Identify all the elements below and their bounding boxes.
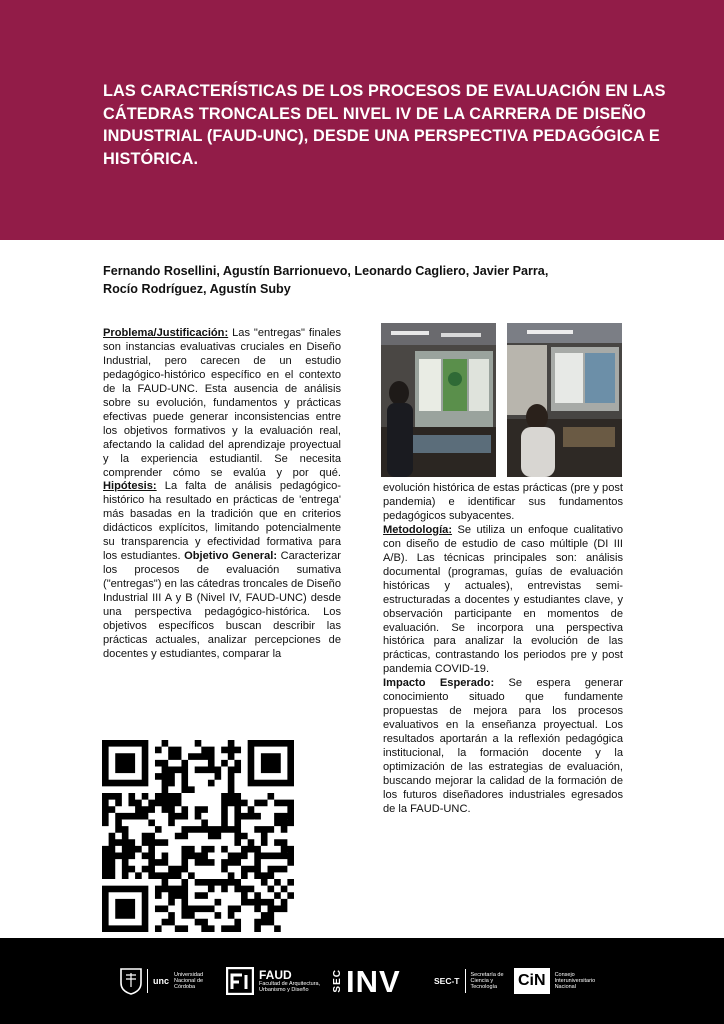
footer-logos xyxy=(0,938,724,1024)
right-column xyxy=(383,482,623,817)
right-text xyxy=(383,482,623,817)
faud-emblem-icon xyxy=(226,967,254,995)
impact-label: Impacto Esperado: xyxy=(383,677,495,690)
secyt-text: Secretaría de Ciencia y Tecnología xyxy=(470,971,504,991)
objective-label: Objetivo General: xyxy=(184,550,278,563)
method-text: Se utiliza un enfoque cualitativo con diseño de estudio de caso múltiple (DI III A/B). Las técnicas principales son: análisis documental (programas, guías de evaluación históricas y actuales), entrevistas semi-estructuradas a docentes y estudiantes clave, y observación participante en momentos de evaluación. Se incorpora una perspectiva histórica para analizar la evolución de las prácticas, contrastando los periodos pre y post pandemia COVID-19. xyxy=(383,523,623,676)
hypothesis-label: Hipótesis: xyxy=(103,480,157,493)
left-column xyxy=(103,327,341,662)
faud-logo xyxy=(226,964,331,998)
continuation-text: evolución histórica de estas prácticas (pre y post pandemia) e identificar sus fundamentos pedagógicos subyacentes. xyxy=(383,482,623,522)
hypothesis-text: La falta de análisis pedagógico-histórico ha resultado en prácticas de 'entrega' más basadas en la tradición que en criterios didácticos explícitos, limitando potencialmente su transparencia y efectividad formativa para los estudiantes. xyxy=(103,480,341,563)
photo-exhibition-1-image xyxy=(381,323,496,477)
secinv-logo xyxy=(332,964,401,998)
faud-mark: FAUD xyxy=(259,967,292,982)
problem-text: Las "entregas" finales son instancias evaluativas cruciales en Diseño Industrial, pero carecen de un estudio pedagógico-histórico específico en el contexto de la FAUD-UNC. Esta ausencia de análisis sobre su evolución, fundamentos y prácticas efectivas puede generar inconsistencias entre los objetivos formativos y la evaluación real, afectando la calidad del aprendizaje proyectual y la experiencia estudiantil. Se necesita comprender cómo se evalúa y por qué. xyxy=(103,327,341,479)
unc-text: Universidad Nacional de Córdoba xyxy=(174,971,204,991)
secinv-sec: SEC xyxy=(332,969,343,993)
header-banner xyxy=(0,0,724,240)
unc-divider xyxy=(147,969,148,993)
unc-logo xyxy=(120,964,210,998)
qr-code[interactable] xyxy=(102,740,294,932)
faud-text: Facultad de Arquitectura, Urbanismo y Diseño xyxy=(259,980,321,993)
method-label: Metodología: xyxy=(383,523,453,536)
photo-exhibition-2 xyxy=(507,323,622,477)
photo-exhibition-2-image xyxy=(507,323,622,477)
problem-label: Problema/Justificación: xyxy=(103,327,229,339)
unc-shield-icon xyxy=(120,967,142,995)
secyt-divider xyxy=(465,969,466,993)
poster-title: LAS CARACTERÍSTICAS DE LOS PROCESOS DE EVALUACIÓN EN LAS CÁTEDRAS TRONCALES DEL NIVEL IV DE LA CARRERA DE DISEÑO INDUSTRIAL (FAUD-UNC), DESDE UNA PERSPECTIVA PEDAGÓGICA E HISTÓRICA. xyxy=(103,82,666,168)
secyt-mark: SEC-T xyxy=(434,976,460,986)
impact-text: Se espera generar conocimiento situado que fundamente propuestas de mejora para los procesos evaluativos en la enseñanza proyectual. Los resultados aportarán a la reflexión pedagógica institucional, la formación docente y la optimización de las estrategias de evaluación, buscando mejorar la calidad de la formación de los futuros diseñadores industriales egresados de la FAUD-UNC. xyxy=(383,677,623,815)
cin-mark: CiN xyxy=(514,968,550,994)
secinv-inv: INV xyxy=(346,963,401,999)
authors: Fernando Rosellini, Agustín Barrionuevo, Leonardo Cagliero, Javier Parra, Rocío Rodríguez, Agustín Suby xyxy=(103,264,549,296)
objective-text: Caracterizar los procesos de evaluación sumativa ("entregas") en las cátedras troncales de Diseño Industrial III A y B (Nivel IV, FAUD-UNC) desde una perspectiva pedagógico-histórica. Los objetivos específicos buscan describir las prácticas actuales, analizar percepciones de docentes y estudiantes, comparar la xyxy=(103,550,341,660)
left-text xyxy=(103,327,341,662)
qr-code-image xyxy=(102,740,294,932)
photo-exhibition-1 xyxy=(381,323,496,477)
cin-logo xyxy=(514,964,613,998)
unc-mark: unc xyxy=(153,976,170,986)
cin-text: Consejo Interuniversitario Nacional xyxy=(554,971,596,991)
secyt-logo xyxy=(434,964,507,998)
faud-texts xyxy=(259,969,331,993)
